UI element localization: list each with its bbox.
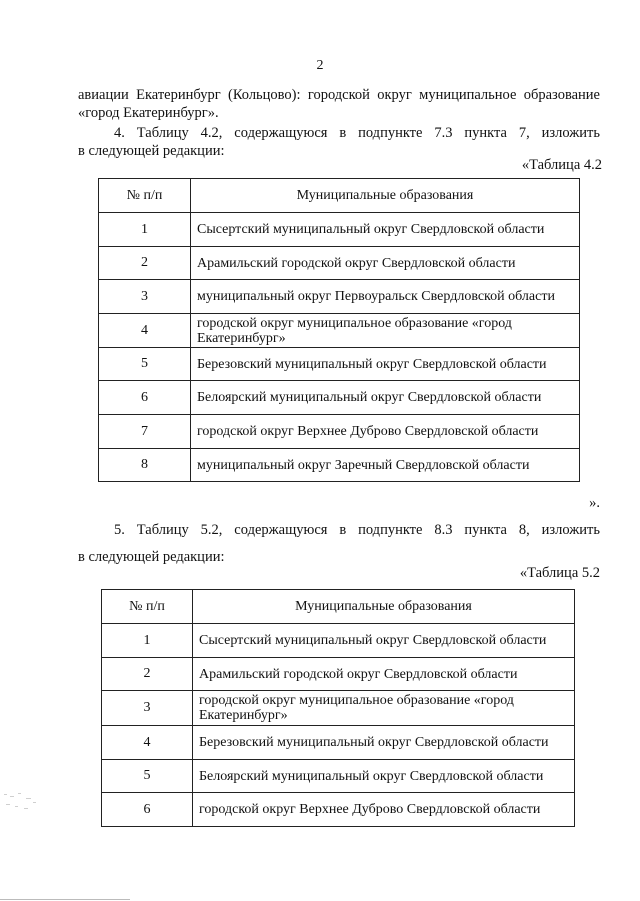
- row-num: 7: [99, 415, 191, 449]
- table-row: [102, 691, 575, 726]
- table-row: [99, 449, 580, 482]
- header-name: Муниципальные образования: [193, 590, 575, 624]
- row-name: Арамильский городской округ Свердловской области: [193, 658, 575, 691]
- row-name: Березовский муниципальный округ Свердловской области: [191, 348, 580, 381]
- row-name: Арамильский городской округ Свердловской области: [191, 247, 580, 280]
- intro-line-1: авиации Екатеринбург (Кольцово): городской округ муниципальное образование: [78, 87, 600, 103]
- row-name: городской округ муниципальное образование «город Екатеринбург»: [193, 691, 575, 726]
- row-num: 3: [102, 691, 193, 726]
- table-row: [102, 658, 575, 691]
- row-num: 6: [99, 381, 191, 415]
- footer-divider: [0, 899, 130, 900]
- table-row: [99, 280, 580, 314]
- row-num: 2: [99, 247, 191, 280]
- row-name: муниципальный округ Заречный Свердловской области: [191, 449, 580, 482]
- table-row: [99, 247, 580, 280]
- table-4-2-caption: «Таблица 4.2: [521, 157, 602, 173]
- row-name: городской округ Верхнее Дуброво Свердловской области: [193, 793, 575, 827]
- row-name: Сысертский муниципальный округ Свердловской области: [193, 624, 575, 658]
- intro-paragraph: [78, 86, 600, 122]
- table-row: [99, 415, 580, 449]
- intro-line-2: «город Екатеринбург».: [78, 105, 219, 121]
- item-5-line-1: 5. Таблицу 5.2, содержащуюся в подпункте 8.3 пункта 8, изложить: [114, 522, 600, 538]
- row-num: 5: [99, 348, 191, 381]
- table-row: [102, 760, 575, 793]
- row-name: Березовский муниципальный округ Свердловской области: [193, 726, 575, 760]
- row-num: 6: [102, 793, 193, 827]
- item-4-paragraph: [78, 124, 600, 160]
- header-num: № п/п: [102, 590, 193, 624]
- header-name: Муниципальные образования: [191, 179, 580, 213]
- table-5-2-caption: «Таблица 5.2: [519, 565, 600, 581]
- table-header-row: [102, 590, 575, 624]
- row-name: Белоярский муниципальный округ Свердловской области: [191, 381, 580, 415]
- table-row: [99, 213, 580, 247]
- table-5-2: [101, 589, 575, 827]
- row-num: 1: [102, 624, 193, 658]
- table-row: [99, 348, 580, 381]
- table-header-row: [99, 179, 580, 213]
- table-4-2-end-quote: ».: [589, 495, 600, 511]
- header-num: № п/п: [99, 179, 191, 213]
- item-4-line-1: 4. Таблицу 4.2, содержащуюся в подпункте 7.3 пункта 7, изложить: [114, 125, 600, 141]
- row-num: 5: [102, 760, 193, 793]
- row-name: городской округ муниципальное образование «город Екатеринбург»: [191, 314, 580, 348]
- page-number: 2: [316, 58, 324, 73]
- row-num: 4: [102, 726, 193, 760]
- table-row: [99, 381, 580, 415]
- table-row: [102, 624, 575, 658]
- row-name: муниципальный округ Первоуральск Свердловской области: [191, 280, 580, 314]
- table-row: [102, 726, 575, 760]
- table-row: [99, 314, 580, 348]
- row-name: Сысертский муниципальный округ Свердловской области: [191, 213, 580, 247]
- item-5-line-2: в следующей редакции:: [78, 549, 225, 565]
- row-num: 2: [102, 658, 193, 691]
- row-name: городской округ Верхнее Дуброво Свердловской области: [191, 415, 580, 449]
- margin-scan-mark: [0, 790, 45, 820]
- item-5-paragraph: [78, 517, 600, 571]
- row-num: 3: [99, 280, 191, 314]
- row-name: Белоярский муниципальный округ Свердловской области: [193, 760, 575, 793]
- table-4-2: [98, 178, 580, 482]
- row-num: 8: [99, 449, 191, 482]
- row-num: 1: [99, 213, 191, 247]
- table-row: [102, 793, 575, 827]
- row-num: 4: [99, 314, 191, 348]
- item-4-line-2: в следующей редакции:: [78, 143, 225, 159]
